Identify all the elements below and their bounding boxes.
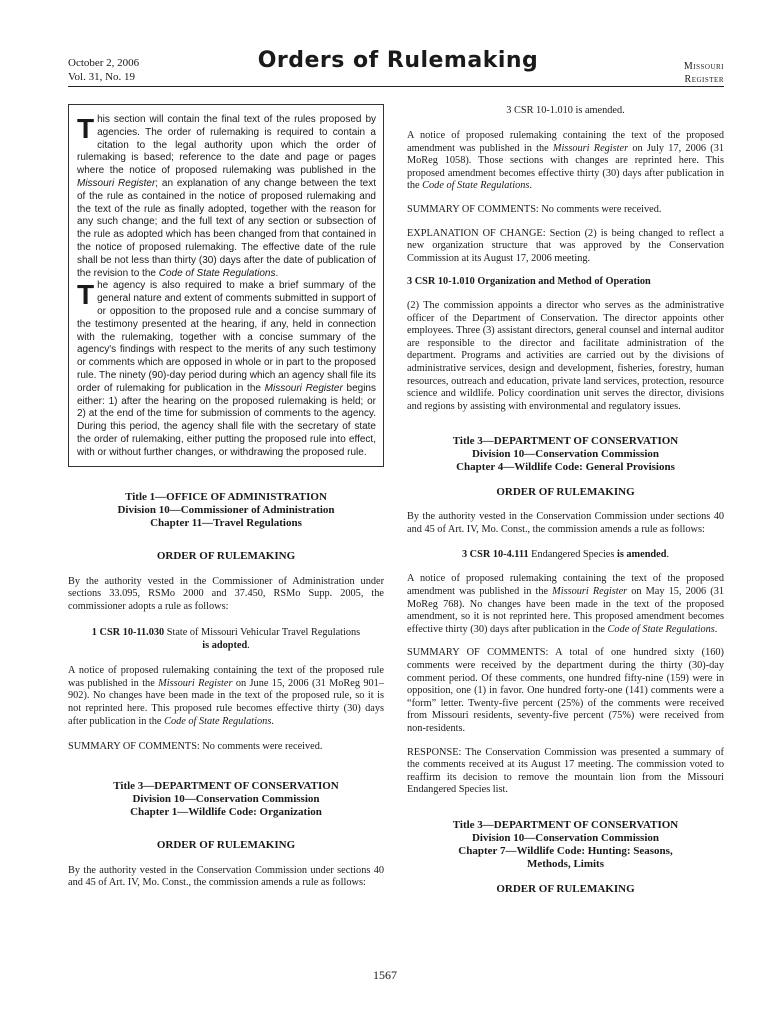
authority-paragraph: By the authority vested in the Conservation Commission under sections 40 and 45 of Art. IV, Mo. Const., the commission amends a rule as follows: <box>68 864 384 889</box>
header-divider <box>68 86 724 87</box>
intro-paragraph-1: This section will contain the final text of the rules proposed by agencies. The order of rulemaking is required to contain a citation to the legal authority upon which the order of rulemaking is based; reference to the date and page or pages where the notice of proposed rulemaking was published in the Missouri Register; an explanation of any change between the text of the rule as contained in the notice of proposed rulemaking and the text of the rule as finally adopted, together with the reason for any such change; and the full text of any section or subsection of the rule as adopted which has been changed from that contained in the notice of proposed rulemaking. The effective date of the rule shall be not less than thirty (30) days after the date of publication of the revision to the Code of State Regulations. <box>77 113 376 279</box>
page-number: 1567 <box>373 968 397 982</box>
notice-paragraph: A notice of proposed rulemaking containing the text of the proposed amendment was published in the Missouri Register on May 15, 2006 (31 MoReg 768). No changes have been made in the text of the proposed amendment, so it is not reprinted here. This proposed amendment becomes effective thirty (30) days after publication in the Code of State Regulations. <box>407 573 724 635</box>
drop-cap: T <box>77 279 95 311</box>
order-heading: ORDER OF RULEMAKING <box>496 882 635 895</box>
issue-info <box>68 56 139 84</box>
issue-date: October 2, 2006 <box>68 57 140 69</box>
order-heading: ORDER OF RULEMAKING <box>156 549 296 562</box>
response-paragraph: RESPONSE: The Conservation Commission was presented a summary of the comments received at its August 17 meeting. The commission voted to reaffirm its decision to remove the mountain lion from the Missouri Endangered Species list. <box>407 746 724 796</box>
issue-volume: Vol. 31, No. 19 <box>68 71 136 83</box>
section-heading: Title 3—DEPARTMENT OF CONSERVATION Division 10—Conservation Commission Chapter 4—Wildlife Code: General Provisions <box>452 435 679 474</box>
rule-section-2: (2) The commission appoints a director who serves as the administrative officer of the Department of Conservation. The director appoints other employees. Three (3) assistant directors, general counsel and internal auditor are responsible to the director and facilitate administration of the department. Programs and activities are carried out by the divisions of administrative services, design and development, fisheries, forestry, human resources, outreach and education, private land services, protection, resource science and wildlife. Policy coordination unit serves the director, divisions and regions by assisting with environmental and regulatory issues. <box>407 299 724 412</box>
rule-title: 3 CSR 10-1.010 Organization and Method of Operation <box>407 276 651 288</box>
page-title: Orders of Rulemaking <box>257 48 539 73</box>
section-heading: Title 3—DEPARTMENT OF CONSERVATION Division 10—Conservation Commission Chapter 1—Wildlife Code: Organization <box>113 779 339 818</box>
authority-paragraph: By the authority vested in the Conservation Commission under sections 40 and 45 of Art. IV, Mo. Const., the commission amends a rule as follows: <box>407 511 724 535</box>
left-column <box>68 104 384 890</box>
notice-paragraph: A notice of proposed rulemaking containing the text of the proposed rule was published in the Missouri Register on June 15, 2006 (31 MoReg 901–902). No changes have been made in the text of the proposed rule, so it is not reprinted here. This proposed rule becomes effective thirty (30) days after publication in the Code of State Regulations. <box>68 665 384 727</box>
publication-line-1: Missouri <box>683 61 724 72</box>
explanation-paragraph: EXPLANATION OF CHANGE: Section (2) is being changed to reflect a new organization structure that was approved by the Conservation Commission at its August 17, 2006 meeting. <box>407 227 724 264</box>
drop-cap: T <box>77 113 95 144</box>
publication-line-2: Register <box>684 74 724 85</box>
order-heading: ORDER OF RULEMAKING <box>496 486 635 499</box>
rule-citation: 1 CSR 10-11.030 State of Missouri Vehicular Travel Regulations is adopted. <box>91 627 361 652</box>
rule-citation: 3 CSR 10-1.010 is amended. <box>506 105 625 116</box>
summary-paragraph: SUMMARY OF COMMENTS: No comments were received. <box>68 741 323 753</box>
rule-citation: 3 CSR 10-4.111 Endangered Species is amended. <box>461 549 670 561</box>
section-heading: Title 1—OFFICE OF ADMINISTRATION Division 10—Commissioner of Administration Chapter 11—Travel Regulations <box>117 490 335 529</box>
right-column <box>407 104 724 896</box>
summary-paragraph: SUMMARY OF COMMENTS: A total of one hundred sixty (160) comments were received by the department during the thirty (30)-day comment period. Of these comments, one hundred fifty-nine (159) were in opposition, one (1) in favor. One hundred forty-one (141) comments were a “form” letter. Twenty-five percent (25%) of the comments were received from Missouri residents, seventy-five percent (75%) were received from non-residents. <box>407 647 724 734</box>
publication-name <box>640 60 724 86</box>
section-heading: Title 3—DEPARTMENT OF CONSERVATION Division 10—Conservation Commission Chapter 7—Wildlife Code: Hunting: Seasons, Methods, Limits <box>452 818 679 870</box>
intro-paragraph-2: The agency is also required to make a brief summary of the general nature and extent of comments submitted in support of or opposition to the proposed rule and a concise summary of the testimony presented at the hearing, if any, held in connection with the rulemaking, together with a concise summary of the agency's findings with respect to the merits of any such testimony or comments which are opposed in whole or in part to the proposed rule. The ninety (90)-day period during which an agency shall file its order of rulemaking for publication in the Missouri Register begins either: 1) after the hearing on the proposed rulemaking is held; or 2) at the end of the time for submission of comments to the agency. During this period, the agency shall file with the secretary of state the order of rulemaking, either putting the proposed rule into effect, with or without further changes, or withdrawing the proposed rule. <box>77 279 376 458</box>
summary-paragraph: SUMMARY OF COMMENTS: No comments were received. <box>407 203 662 215</box>
order-heading: ORDER OF RULEMAKING <box>156 838 296 851</box>
intro-box <box>68 104 384 467</box>
notice-paragraph: A notice of proposed rulemaking containing the text of the proposed amendment was published in the Missouri Register on July 17, 2006 (31 MoReg 1058). Those sections with changes are reprinted here. This proposed amendment becomes effective thirty (30) days after publication in the Code of State Regulations. <box>407 130 724 192</box>
authority-paragraph: By the authority vested in the Commissioner of Administration under sections 33.095, RSMo 2000 and 37.450, RSMo Supp. 2005, the commissioner adopts a rule as follows: <box>68 575 384 612</box>
